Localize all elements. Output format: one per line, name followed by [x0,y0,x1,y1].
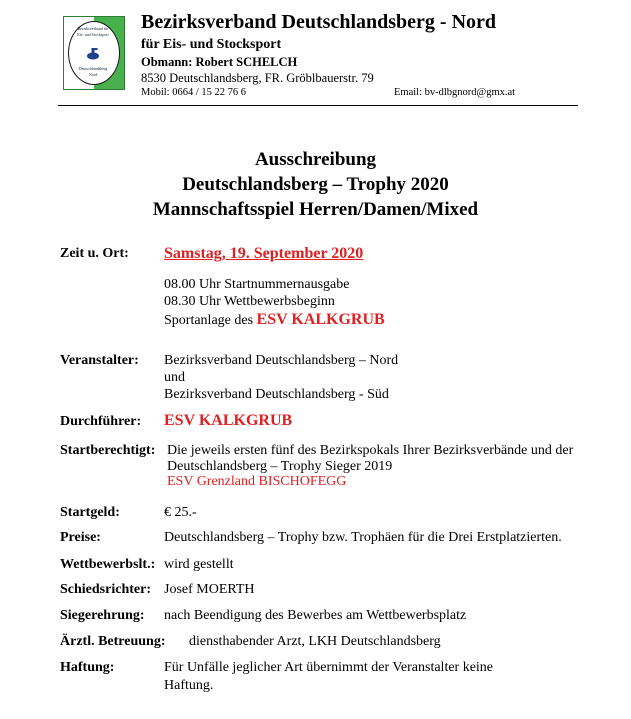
startgeld-value: € 25.- [164,505,197,520]
startberechtigt-line-3: ESV Grenzland BISCHOFEGG [167,474,347,489]
preise-value: Deutschlandsberg – Trophy bzw. Trophäen für die Drei Erstplatzierten. [164,530,562,545]
label-zeit: Zeit u. Ort: [60,246,129,261]
durchfuehrer-value: ESV KALKGRUB [164,412,293,429]
logo-text-1: Bezirksverband für [77,26,109,31]
doc-title-1: Ausschreibung [254,149,377,170]
label-startberechtigt: Startberechtigt: [60,443,156,458]
label-siegerehrung: Siegerehrung: [60,608,145,623]
startberechtigt-line-1: Die jeweils ersten fünf des Bezirkspokals Ihrer Bezirksverbände und der [167,443,574,458]
zeit-line-1: 08.00 Uhr Startnummernausgabe [164,277,350,292]
veranstalter-line-3: Bezirksverband Deutschlandsberg - Süd [164,387,389,402]
label-betreuung: Ärztl. Betreuung: [60,634,166,649]
zeit-line-2: 08.30 Uhr Wettbewerbsbeginn [164,294,335,309]
header-divider [58,105,578,106]
schiedsrichter-value: Josef MOERTH [164,582,255,597]
logo-text-2: Eis- und Stocksport [77,32,109,37]
org-mobile: Mobil: 0664 / 15 22 76 6 [141,87,247,98]
label-preise: Preise: [60,530,101,545]
veranstalter-line-1: Bezirksverband Deutschlandsberg – Nord [164,353,399,368]
veranstalter-line-2: und [164,370,185,385]
zeit-venue [164,311,385,329]
event-date: Samstag, 19. September 2020 [164,245,364,262]
label-haftung: Haftung: [60,660,115,675]
doc-title-3: Mannschaftsspiel Herren/Damen/Mixed [152,199,479,220]
label-durchfuehrer: Durchführer: [60,414,142,429]
org-chair: Obmann: Robert SCHELCH [141,55,298,69]
label-schiedsrichter: Schiedsrichter: [60,582,151,597]
venue-prefix: Sportanlage des [164,313,254,328]
startberechtigt-line-2: Deutschlandsberg – Trophy Sieger 2019 [167,459,393,474]
haftung-line-2: Haftung. [164,678,214,693]
logo-text-3: Deutschlandsberg [78,66,108,71]
wettbewerb-value: wird gestellt [164,557,234,572]
doc-title-2: Deutschlandsberg – Trophy 2020 [182,174,449,195]
org-sport: für Eis- und Stocksport [141,37,282,52]
betreuung-value: diensthabender Arzt, LKH Deutschlandsberg [189,634,441,649]
venue-club: ESV KALKGRUB [256,311,385,328]
curling-stone-icon [85,45,101,61]
label-startgeld: Startgeld: [60,505,120,520]
org-address: 8530 Deutschlandsberg, FR. Gröblbauerstr. 79 [141,71,374,85]
label-wettbewerb: Wettbewerbslt.: [60,557,156,572]
association-logo [63,16,125,90]
haftung-line-1: Für Unfälle jeglicher Art übernimmt der Veranstalter keine [164,660,494,675]
siegerehrung-value: nach Beendigung des Bewerbes am Wettbewerbsplatz [164,608,467,623]
org-name: Bezirksverband Deutschlandsberg - Nord [141,11,497,33]
org-email: Email: bv-dlbgnord@gmx.at [394,87,516,98]
logo-text-4: Nord [88,72,98,77]
label-veranstalter: Veranstalter: [60,353,139,368]
